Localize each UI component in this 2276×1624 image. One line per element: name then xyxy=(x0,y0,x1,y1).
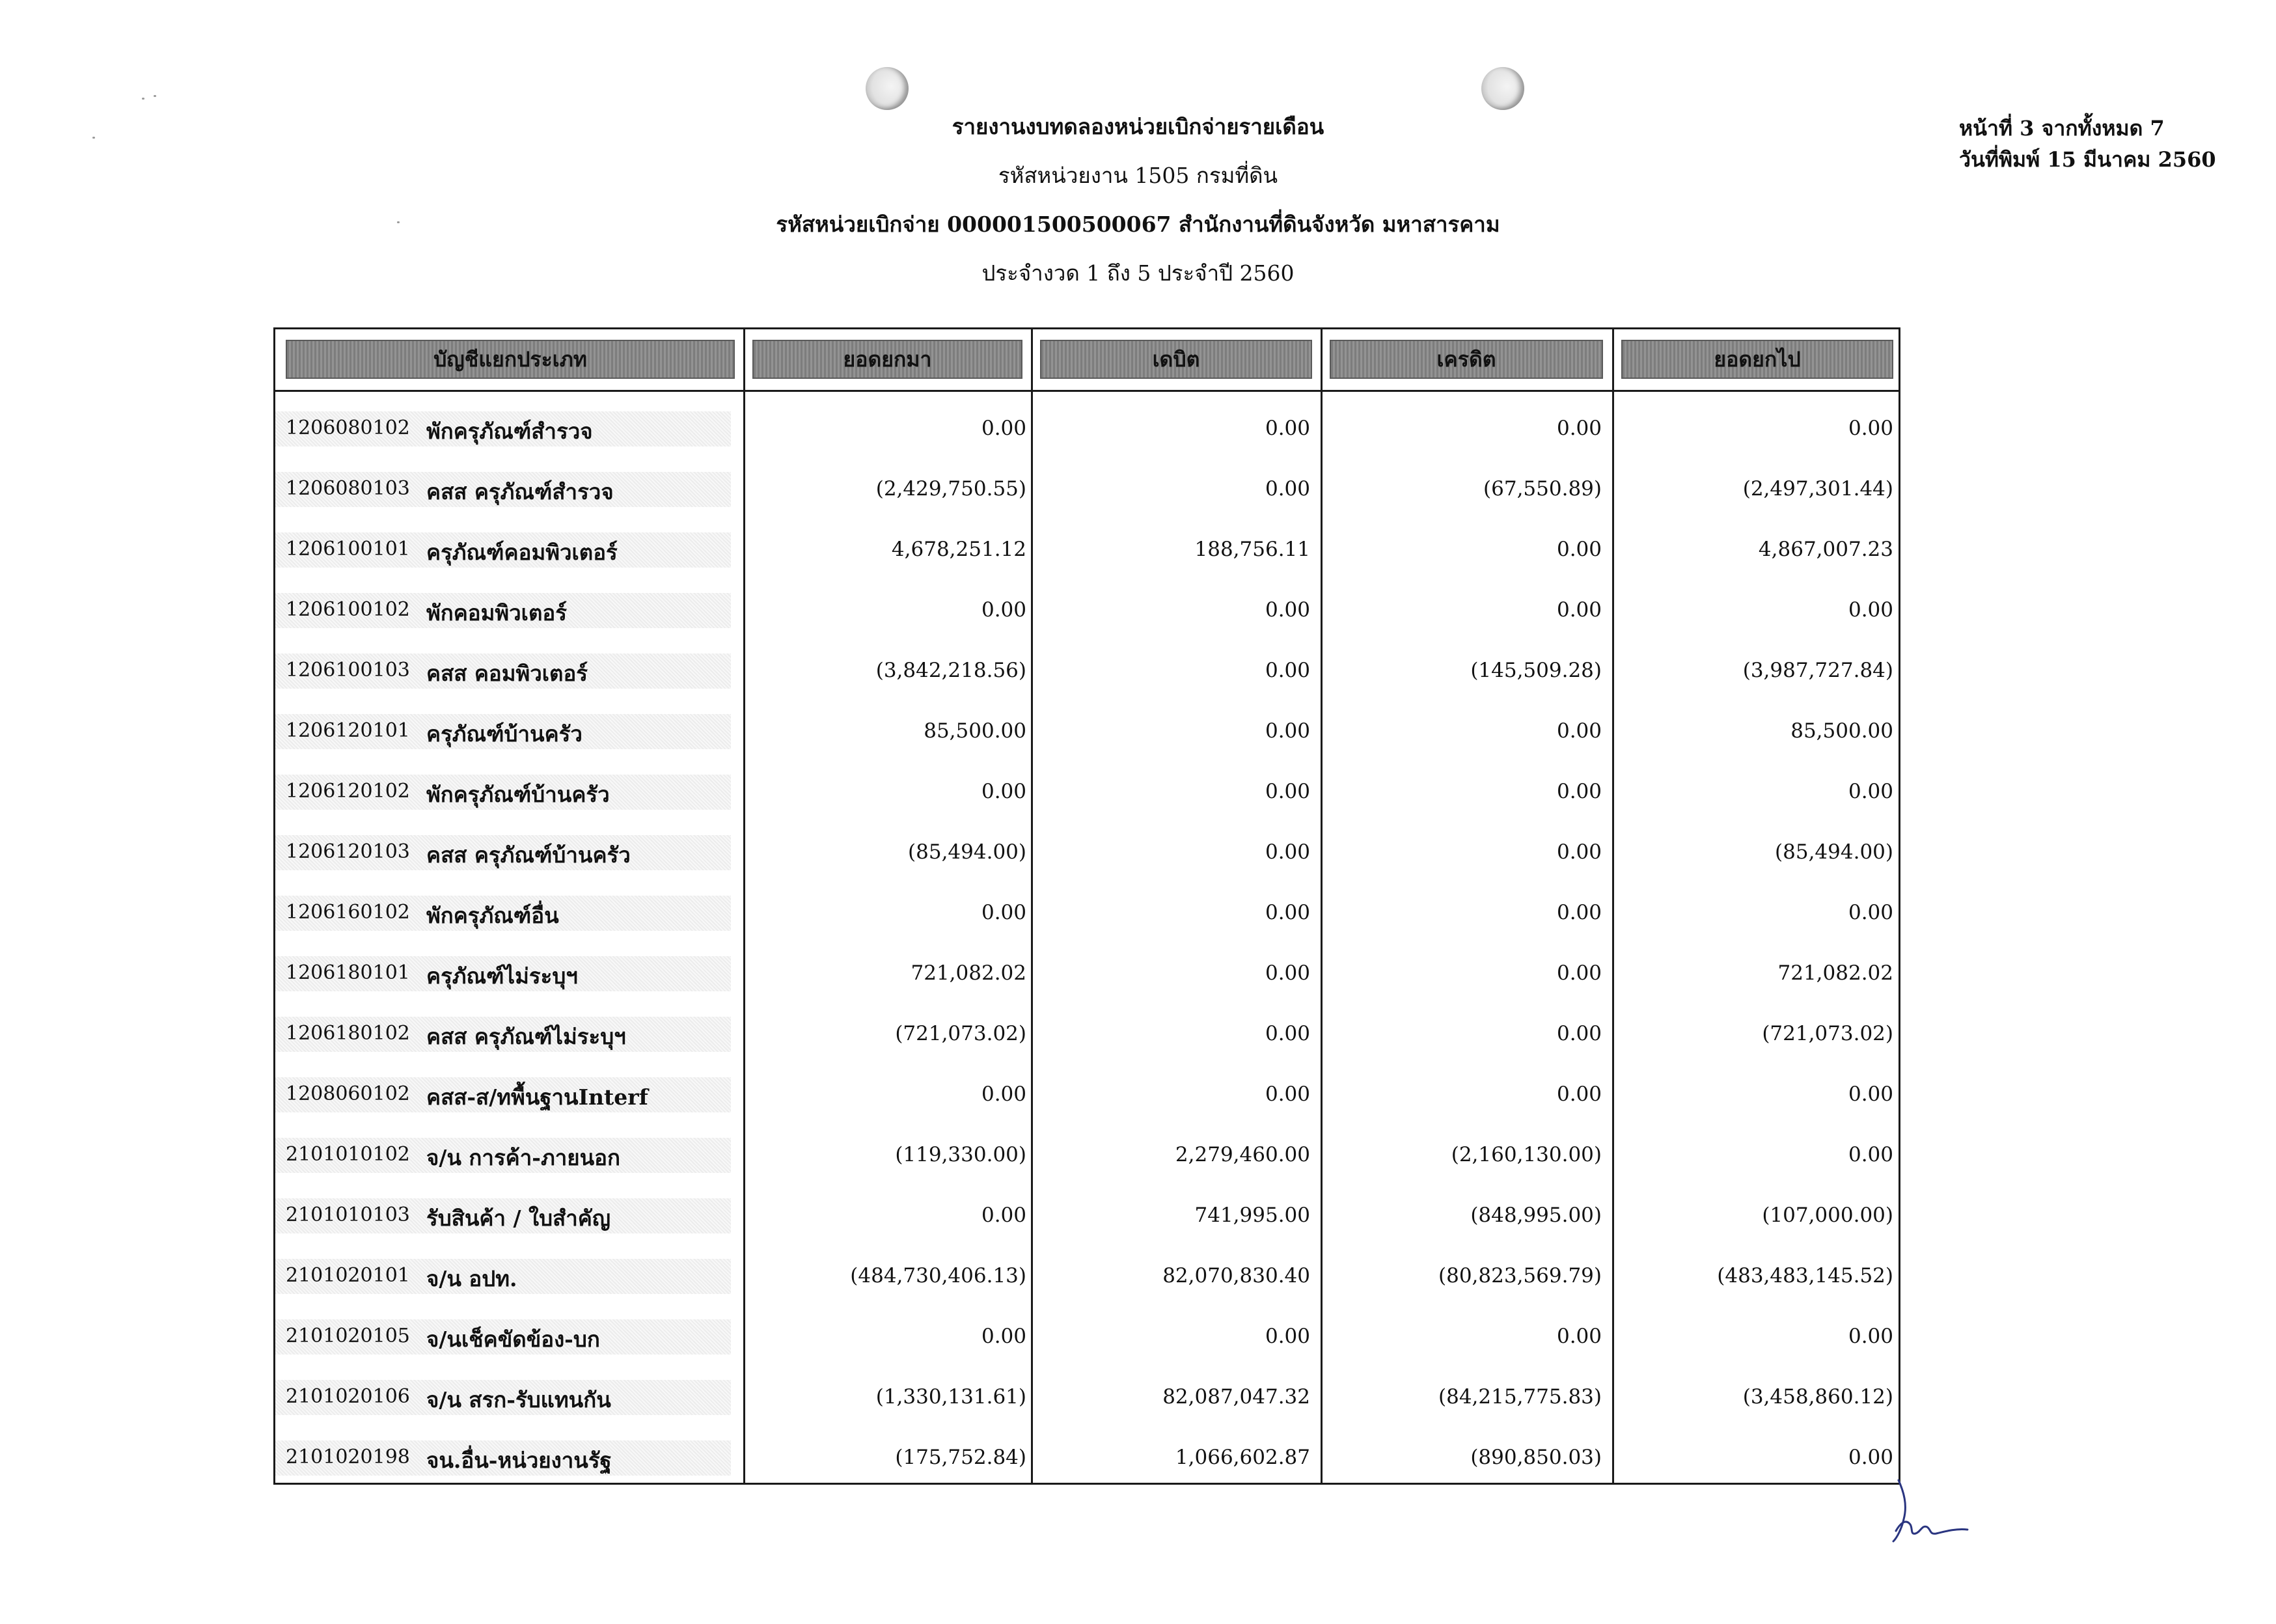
carried-forward-cell: 0.00 xyxy=(1848,598,1893,622)
table-row xyxy=(275,709,1899,748)
credit-cell: 0.00 xyxy=(1556,961,1602,985)
period-line: ประจำงวด 1 ถึง 5 ประจำปี 2560 xyxy=(981,260,1295,286)
debit-cell: 0.00 xyxy=(1265,901,1310,924)
brought-forward-cell: (175,752.84) xyxy=(895,1446,1026,1469)
brought-forward-cell: (2,429,750.55) xyxy=(875,477,1026,501)
table-row xyxy=(275,1254,1899,1293)
carried-forward-cell: 0.00 xyxy=(1848,1143,1893,1166)
table-row xyxy=(275,951,1899,990)
column-header-account: บัญชีแยกประเภท xyxy=(286,340,735,379)
credit-cell: 0.00 xyxy=(1556,1022,1602,1045)
account-code: 1206120102 xyxy=(286,780,410,803)
trial-balance-table xyxy=(273,327,1900,1485)
account-code: 2101010102 xyxy=(286,1143,410,1166)
account-name: พักครุภัณฑ์อื่น xyxy=(426,903,559,928)
account-name: พักครุภัณฑ์สำรวจ xyxy=(426,419,593,444)
brought-forward-cell: 0.00 xyxy=(981,1325,1026,1348)
account-name: จ/นเช็คขัดข้อง-บก xyxy=(426,1327,600,1352)
debit-cell: 0.00 xyxy=(1265,477,1310,501)
account-code: 1206080102 xyxy=(286,417,410,439)
brought-forward-cell: 0.00 xyxy=(981,780,1026,803)
account-name: จ/น อปท. xyxy=(426,1266,517,1291)
brought-forward-cell: (85,494.00) xyxy=(908,840,1026,864)
account-name: คสส คอมพิวเตอร์ xyxy=(426,661,588,686)
table-row xyxy=(275,830,1899,869)
credit-cell: (145,509.28) xyxy=(1470,659,1602,682)
brought-forward-cell: 0.00 xyxy=(981,417,1026,440)
carried-forward-cell: 0.00 xyxy=(1848,1325,1893,1348)
account-code: 2101020101 xyxy=(286,1264,410,1287)
account-code: 1206120101 xyxy=(286,719,410,742)
table-row xyxy=(275,769,1899,808)
account-name: ครุภัณฑ์คอมพิวเตอร์ xyxy=(426,540,618,565)
brought-forward-cell: 0.00 xyxy=(981,1082,1026,1106)
handwritten-signature xyxy=(1884,1479,1975,1550)
brought-forward-cell: 4,678,251.12 xyxy=(891,538,1026,561)
print-date: วันที่พิมพ์ 15 มีนาคม 2560 xyxy=(1959,147,2216,172)
scan-speck xyxy=(154,95,156,97)
agency-line: รหัสหน่วยงาน 1505 กรมที่ดิน xyxy=(998,163,1278,188)
debit-cell: 2,279,460.00 xyxy=(1175,1143,1310,1166)
debit-cell: 0.00 xyxy=(1265,780,1310,803)
table-row xyxy=(275,467,1899,506)
account-code: 1206080103 xyxy=(286,477,410,500)
carried-forward-cell: (721,073.02) xyxy=(1762,1022,1893,1045)
debit-cell: 188,756.11 xyxy=(1194,538,1310,561)
debit-cell: 0.00 xyxy=(1265,1082,1310,1106)
credit-cell: 0.00 xyxy=(1556,719,1602,743)
account-name: คสส ครุภัณฑ์สำรวจ xyxy=(426,479,614,504)
account-name: ครุภัณฑ์ไม่ระบุฯ xyxy=(426,963,578,989)
brought-forward-cell: (484,730,406.13) xyxy=(850,1264,1026,1287)
table-row xyxy=(275,1314,1899,1353)
table-row xyxy=(275,1193,1899,1232)
credit-cell: 0.00 xyxy=(1556,1325,1602,1348)
account-code: 1206100102 xyxy=(286,598,410,621)
credit-cell: 0.00 xyxy=(1556,901,1602,924)
carried-forward-cell: 4,867,007.23 xyxy=(1758,538,1893,561)
table-row xyxy=(275,1072,1899,1111)
account-name: จ/น สรก-รับแทนกัน xyxy=(426,1387,611,1412)
punch-hole-left xyxy=(866,67,909,110)
credit-cell: (2,160,130.00) xyxy=(1451,1143,1602,1166)
credit-cell: 0.00 xyxy=(1556,1082,1602,1106)
credit-cell: (890,850.03) xyxy=(1470,1446,1602,1469)
carried-forward-cell: (3,458,860.12) xyxy=(1742,1385,1893,1409)
credit-cell: 0.00 xyxy=(1556,417,1602,440)
debit-cell: 82,070,830.40 xyxy=(1162,1264,1310,1287)
credit-cell: (80,823,569.79) xyxy=(1438,1264,1602,1287)
brought-forward-cell: (3,842,218.56) xyxy=(875,659,1026,682)
column-header-brought-forward: ยอดยกมา xyxy=(752,340,1022,379)
brought-forward-cell: 0.00 xyxy=(981,901,1026,924)
report-title: รายงานงบทดลองหน่วยเบิกจ่ายรายเดือน xyxy=(952,114,1324,139)
debit-cell: 0.00 xyxy=(1265,840,1310,864)
table-row xyxy=(275,1133,1899,1172)
account-code: 2101020105 xyxy=(286,1325,410,1347)
account-name: คสส ครุภัณฑ์ไม่ระบุฯ xyxy=(426,1024,626,1049)
debit-cell: 1,066,602.87 xyxy=(1175,1446,1310,1469)
account-code: 1206100103 xyxy=(286,659,410,681)
brought-forward-cell: (721,073.02) xyxy=(895,1022,1026,1045)
carried-forward-cell: 0.00 xyxy=(1848,1446,1893,1469)
scan-speck xyxy=(142,98,144,100)
account-code: 1208060102 xyxy=(286,1082,410,1105)
credit-cell: 0.00 xyxy=(1556,780,1602,803)
debit-cell: 0.00 xyxy=(1265,961,1310,985)
account-code: 1206180102 xyxy=(286,1022,410,1045)
account-name: จน.อื่น-หน่วยงานรัฐ xyxy=(426,1448,612,1473)
column-header-carried-forward: ยอดยกไป xyxy=(1621,340,1893,379)
table-row xyxy=(275,648,1899,687)
credit-cell: 0.00 xyxy=(1556,598,1602,622)
account-name: รับสินค้า / ใบสำคัญ xyxy=(426,1205,610,1231)
account-code: 1206120103 xyxy=(286,840,410,863)
credit-cell: (67,550.89) xyxy=(1483,477,1602,501)
carried-forward-cell: (85,494.00) xyxy=(1775,840,1893,864)
brought-forward-cell: 721,082.02 xyxy=(911,961,1026,985)
debit-cell: 0.00 xyxy=(1265,598,1310,622)
table-row xyxy=(275,1375,1899,1414)
debit-cell: 0.00 xyxy=(1265,1325,1310,1348)
credit-cell: 0.00 xyxy=(1556,840,1602,864)
table-row xyxy=(275,527,1899,566)
carried-forward-cell: 0.00 xyxy=(1848,1082,1893,1106)
carried-forward-cell: 85,500.00 xyxy=(1790,719,1893,743)
account-name: คสส ครุภัณฑ์บ้านครัว xyxy=(426,842,631,868)
carried-forward-cell: (483,483,145.52) xyxy=(1717,1264,1893,1287)
account-name: คสส-ส/ทพื้นฐานInterf xyxy=(426,1084,648,1110)
account-name: พักครุภัณฑ์บ้านครัว xyxy=(426,782,610,807)
table-row xyxy=(275,406,1899,445)
debit-cell: 0.00 xyxy=(1265,659,1310,682)
table-row xyxy=(275,1012,1899,1051)
carried-forward-cell: 0.00 xyxy=(1848,901,1893,924)
header-divider xyxy=(275,390,1899,392)
account-code: 1206160102 xyxy=(286,901,410,924)
brought-forward-cell: (119,330.00) xyxy=(895,1143,1026,1166)
column-header-credit: เครดิต xyxy=(1330,340,1603,379)
account-code: 2101020198 xyxy=(286,1446,410,1468)
debit-cell: 0.00 xyxy=(1265,1022,1310,1045)
brought-forward-cell: 85,500.00 xyxy=(924,719,1026,743)
debit-cell: 0.00 xyxy=(1265,417,1310,440)
punch-hole-right xyxy=(1481,67,1524,110)
brought-forward-cell: 0.00 xyxy=(981,1204,1026,1227)
column-header-debit: เดบิต xyxy=(1040,340,1312,379)
credit-cell: (848,995.00) xyxy=(1470,1204,1602,1227)
debit-cell: 82,087,047.32 xyxy=(1162,1385,1310,1409)
credit-cell: 0.00 xyxy=(1556,538,1602,561)
carried-forward-cell: (2,497,301.44) xyxy=(1742,477,1893,501)
carried-forward-cell: 721,082.02 xyxy=(1777,961,1893,985)
account-code: 1206100101 xyxy=(286,538,410,560)
account-code: 2101010103 xyxy=(286,1204,410,1226)
account-code: 1206180101 xyxy=(286,961,410,984)
account-code: 2101020106 xyxy=(286,1385,410,1408)
account-name: พักคอมพิวเตอร์ xyxy=(426,600,567,626)
carried-forward-cell: (3,987,727.84) xyxy=(1742,659,1893,682)
credit-cell: (84,215,775.83) xyxy=(1438,1385,1602,1409)
carried-forward-cell: 0.00 xyxy=(1848,417,1893,440)
page-number: หน้าที่ 3 จากทั้งหมด 7 xyxy=(1959,116,2165,141)
debit-cell: 0.00 xyxy=(1265,719,1310,743)
brought-forward-cell: 0.00 xyxy=(981,598,1026,622)
disbursement-unit-line: รหัสหน่วยเบิกจ่าย 000001500500067 สำนักงานที่ดินจังหวัด มหาสารคาม xyxy=(776,212,1500,237)
debit-cell: 741,995.00 xyxy=(1194,1204,1310,1227)
account-name: จ/น การค้า-ภายนอก xyxy=(426,1145,620,1170)
account-name: ครุภัณฑ์บ้านครัว xyxy=(426,721,583,747)
brought-forward-cell: (1,330,131.61) xyxy=(875,1385,1026,1409)
carried-forward-cell: 0.00 xyxy=(1848,780,1893,803)
table-row xyxy=(275,1435,1899,1474)
table-row xyxy=(275,890,1899,929)
table-row xyxy=(275,588,1899,627)
carried-forward-cell: (107,000.00) xyxy=(1762,1204,1893,1227)
